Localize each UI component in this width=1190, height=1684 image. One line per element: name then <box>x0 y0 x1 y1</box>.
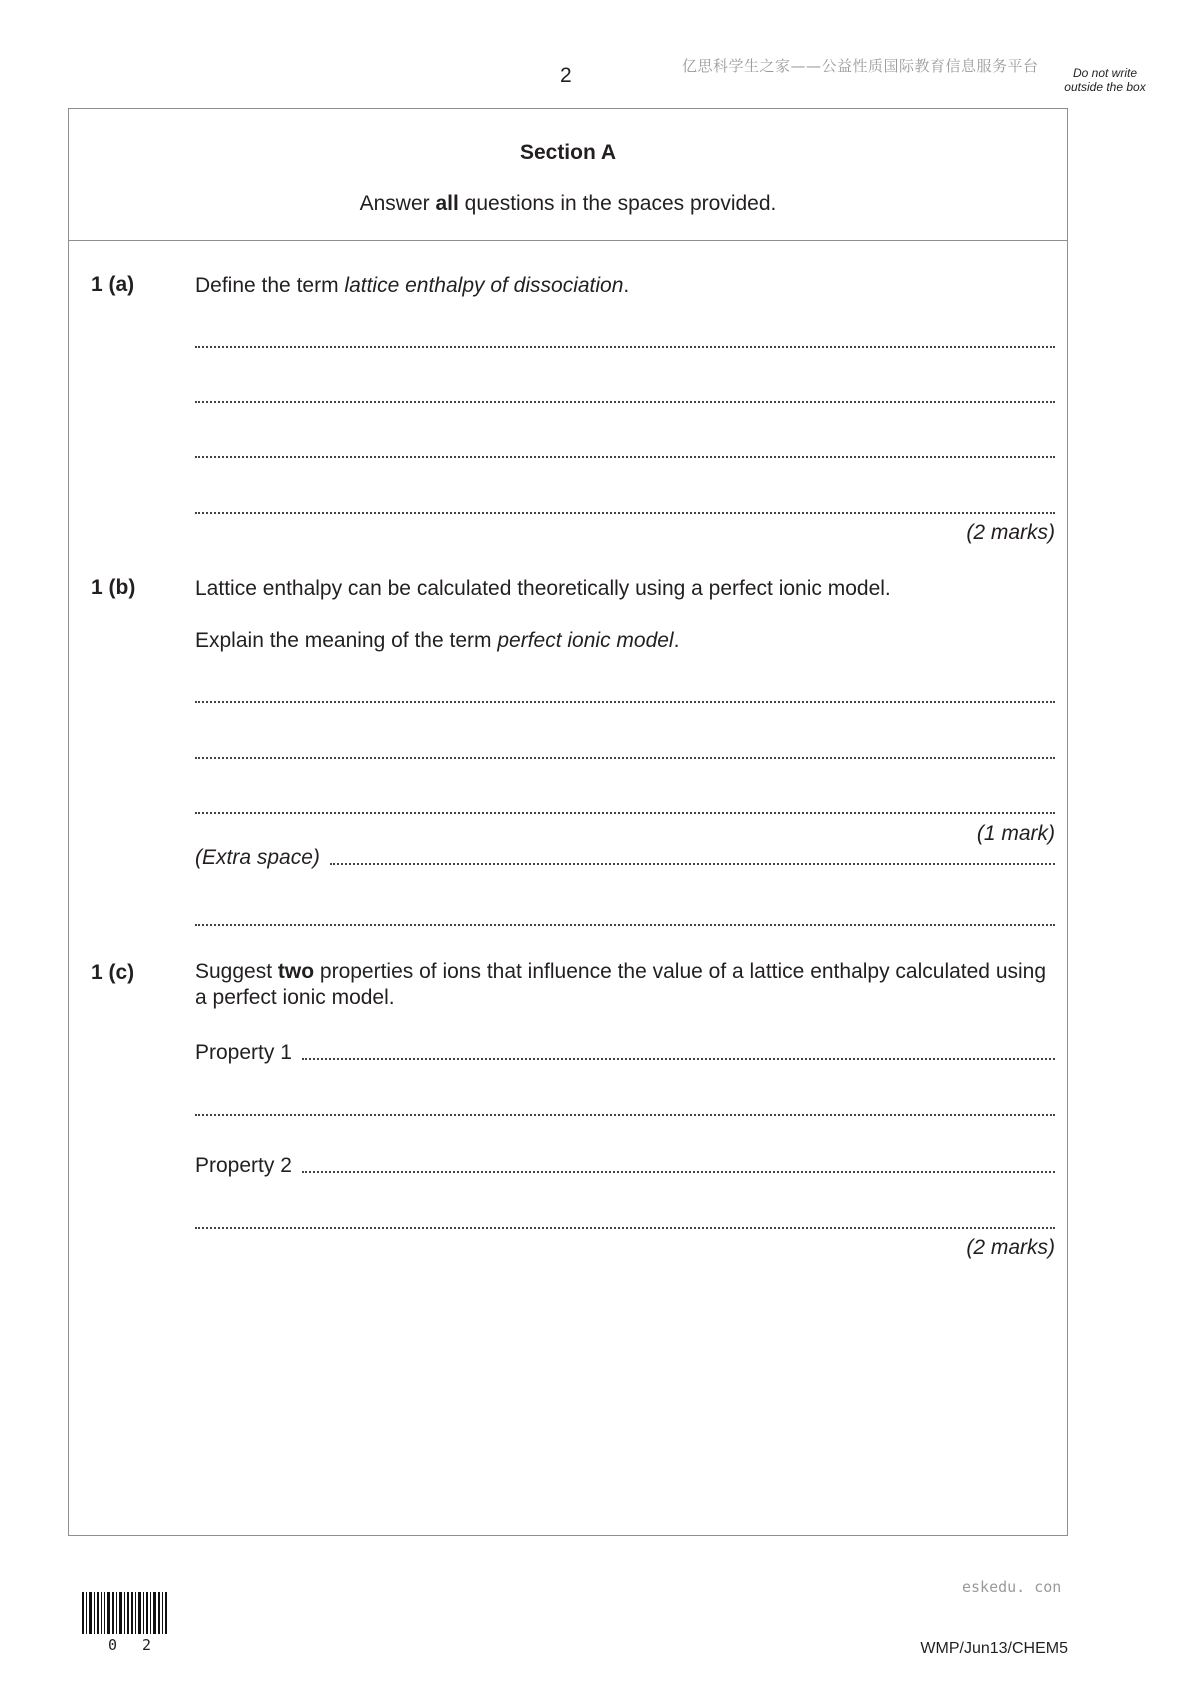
question-1c-text-end: properties of ions that influence the value of a lattice enthalpy calculated using a perfect ionic model. <box>195 960 1047 1009</box>
page-number: 2 <box>560 64 572 87</box>
section-divider <box>68 240 1068 241</box>
extra-space-label: (Extra space) <box>195 846 320 869</box>
extra-space-dots <box>330 863 1055 865</box>
marks-1b: (1 mark) <box>976 822 1055 845</box>
answer-line-1b-2[interactable] <box>195 757 1055 759</box>
question-1b-text-end: . <box>673 629 680 652</box>
question-number-1c: 1 (c) <box>91 961 135 984</box>
property-2-dots <box>302 1171 1055 1173</box>
question-1a-text-end: . <box>623 274 630 297</box>
question-text-1c <box>195 959 1055 1011</box>
question-1a-term: lattice enthalpy of dissociation <box>344 274 624 297</box>
instruction-text-end: questions in the spaces provided. <box>458 192 777 215</box>
answer-line-1b-3[interactable] <box>195 812 1055 814</box>
question-1c-emphasis: two <box>277 960 315 983</box>
footer-watermark: eskedu. con <box>962 1578 1062 1596</box>
extra-space-line-1b-2[interactable] <box>195 924 1055 926</box>
question-number-1b: 1 (b) <box>91 576 136 599</box>
marks-1c: (2 marks) <box>966 1236 1055 1259</box>
answer-line-1a-4[interactable] <box>195 512 1055 514</box>
answer-line-1a-3[interactable] <box>195 456 1055 458</box>
answer-line-1b-1[interactable] <box>195 701 1055 703</box>
answer-line-1a-2[interactable] <box>195 401 1055 403</box>
marks-1a: (2 marks) <box>966 521 1055 544</box>
paper-code: WMP/Jun13/CHEM5 <box>920 1640 1068 1657</box>
margin-note: Do not write outside the box <box>1064 66 1146 94</box>
question-text-1b-line2 <box>195 628 679 654</box>
question-1b-text: Explain the meaning of the term <box>195 629 498 652</box>
question-1c-text: Suggest <box>195 960 278 983</box>
property-1-line-2[interactable] <box>195 1114 1055 1116</box>
section-instruction <box>68 192 1068 216</box>
property-1-label: Property 1 <box>195 1041 292 1064</box>
question-1b-term: perfect ionic model <box>497 629 674 652</box>
answer-line-1a-1[interactable] <box>195 346 1055 348</box>
section-title: Section A <box>519 141 617 164</box>
question-text-1a <box>195 273 629 299</box>
property-1-dots <box>302 1058 1055 1060</box>
barcode-image <box>82 1592 178 1634</box>
property-2-label: Property 2 <box>195 1154 292 1177</box>
instruction-text: Answer <box>359 192 436 215</box>
question-number-1a: 1 (a) <box>91 273 135 296</box>
question-text-1b-line1: Lattice enthalpy can be calculated theoretically using a perfect ionic model. <box>195 577 891 600</box>
instruction-emphasis: all <box>435 192 459 215</box>
extra-space-line-1b[interactable] <box>195 844 1055 870</box>
property-1-line[interactable] <box>195 1039 1055 1065</box>
question-1a-text: Define the term <box>195 274 345 297</box>
property-2-line[interactable] <box>195 1152 1055 1178</box>
header-watermark: 亿思科学生之家——公益性质国际教育信息服务平台 <box>682 57 1039 75</box>
property-2-line-2[interactable] <box>195 1227 1055 1229</box>
barcode-number: 0 2 <box>108 1636 160 1654</box>
